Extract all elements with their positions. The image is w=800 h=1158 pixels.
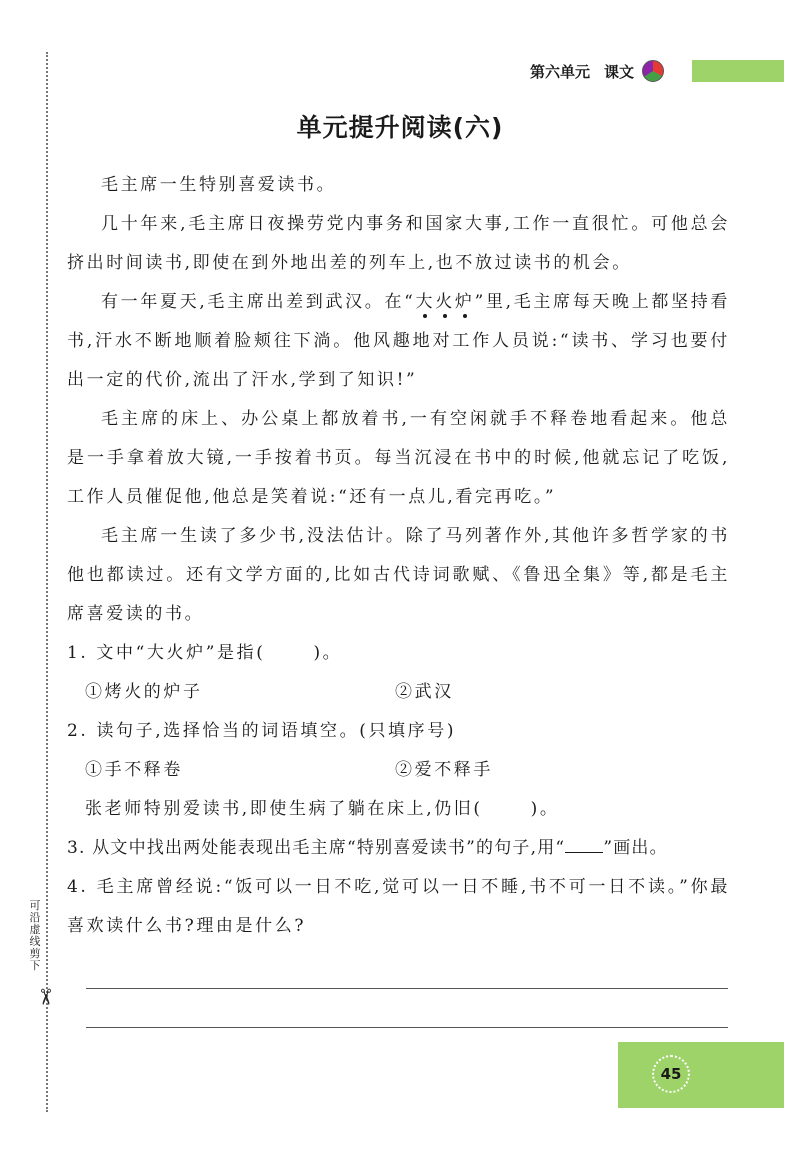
passage-paragraph-2: 几十年来,毛主席日夜操劳党内事务和国家大事,工作一直很忙。可他总会挤出时间读书,即使在到外地出差的列车上,也不放过读书的机会。 — [67, 214, 730, 273]
q1-option-1[interactable]: ①烤火的炉子 — [85, 682, 203, 702]
question-1-options — [67, 673, 730, 712]
emphasis-char: 炉 — [454, 292, 475, 312]
emphasis-char: 火 — [435, 292, 455, 312]
q2-option-2[interactable]: ②爱不释手 — [395, 760, 493, 780]
unit-label: 第六单元 — [530, 62, 591, 81]
footer-accent-box — [618, 1042, 784, 1108]
passage-paragraph-4: 毛主席的床上、办公桌上都放着书,一有空闲就手不释卷地看起来。他总是一手拿着放大镜,一手按着书页。每当沉浸在书中的时候,他就忘记了吃饭,工作人员催促他,他总是笑着说:“还有一点儿,看完再吃。” — [67, 409, 730, 507]
tricolor-ball-icon — [642, 60, 664, 82]
scissors-icon: ✂ — [32, 987, 58, 1007]
passage-paragraph-1: 毛主席一生特别喜爱读书。 — [101, 175, 337, 195]
q2-option-1[interactable]: ①手不释卷 — [85, 760, 183, 780]
cut-instruction: 可 沿 虚 线 剪 下 — [29, 899, 41, 972]
passage-paragraph-5: 毛主席一生读了多少书,没法估计。除了马列著作外,其他许多哲学家的书他也都读过。还有文学方面的,比如古代诗词歌赋、《鲁迅全集》等,都是毛主席喜爱读的书。 — [67, 526, 730, 624]
answer-line-2[interactable] — [86, 1027, 728, 1028]
passage-paragraph-3: 有一年夏天,毛主席出差到武汉。在“大火炉”里,毛主席每天晚上都坚持看书,汗水不断地顺着脸颊往下淌。他风趣地对工作人员说:“读书、学习也要付出一定的代价,流出了汗水,学到了知识!” — [67, 292, 731, 390]
page-number: 45 — [652, 1055, 690, 1093]
question-2: 2. 读句子,选择恰当的词语填空。(只填序号) — [67, 721, 457, 741]
question-3: 3. 从文中找出两处能表现出毛主席“特别喜爱读书”的句子,用“ ”画出。 — [67, 829, 730, 868]
section-label: 课文 — [604, 62, 635, 81]
underline-sample — [565, 832, 603, 853]
page-title: 单元提升阅读(六) — [296, 113, 504, 142]
reading-content — [67, 166, 730, 946]
page-header — [530, 60, 664, 82]
cut-dotted-line — [46, 52, 48, 1112]
question-2-options — [67, 751, 730, 790]
q1-option-2[interactable]: ②武汉 — [395, 682, 454, 702]
question-2-sentence: 张老师特别爱读书,即使生病了躺在床上,仍旧( )。 — [85, 799, 560, 819]
question-4: 4. 毛主席曾经说:“饭可以一日不吃,觉可以一日不睡,书不可一日不读。”你最喜欢读什么书?理由是什么? — [67, 877, 730, 936]
header-accent-bar — [692, 60, 784, 82]
answer-line-1[interactable] — [86, 988, 728, 989]
emphasis-char: 大 — [415, 292, 436, 312]
question-1: 1. 文中“大火炉”是指( )。 — [67, 643, 343, 663]
